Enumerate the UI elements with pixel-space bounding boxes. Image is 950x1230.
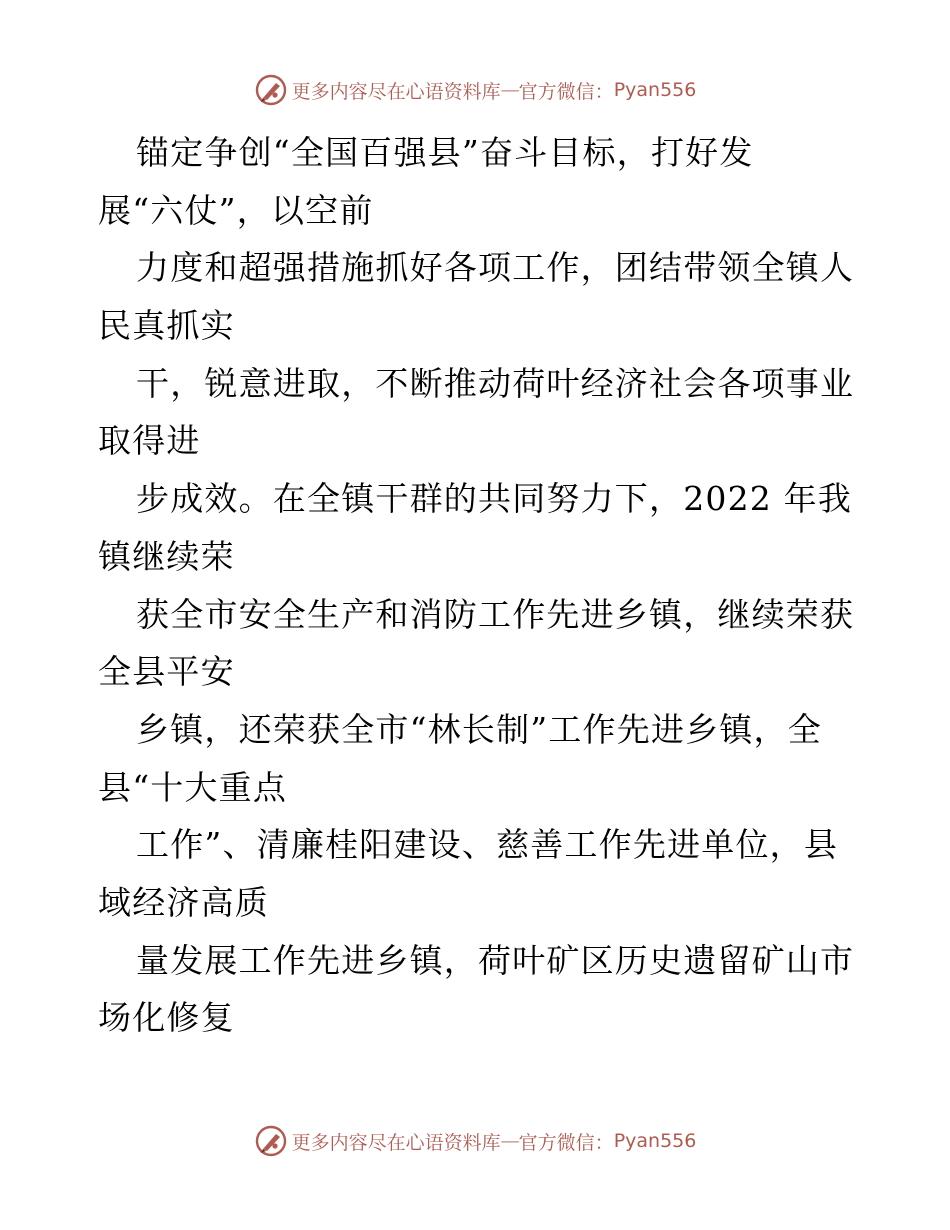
watermark-handle: Pyan556 bbox=[613, 1130, 697, 1152]
watermark-main-text: 更多内容尽在心语资料库 bbox=[291, 80, 501, 103]
pen-logo-icon bbox=[254, 73, 288, 107]
paragraph-line: 取得进 bbox=[98, 421, 201, 461]
watermark-separator: — bbox=[500, 79, 519, 101]
paragraph-line: 获全市安全生产和消防工作先进乡镇，继续荣获 bbox=[136, 594, 855, 634]
watermark-label: 官方微信： bbox=[518, 80, 614, 103]
watermark-label: 官方微信： bbox=[518, 1131, 614, 1154]
paragraph-line: 干，锐意进取，不断推动荷叶经济社会各项事业 bbox=[136, 363, 855, 403]
paragraph-line: 全县平安 bbox=[98, 652, 235, 692]
watermark-separator: — bbox=[500, 1130, 519, 1152]
paragraph-line: 域经济高质 bbox=[98, 882, 269, 922]
paragraph-line: 展“六仗”，以空前 bbox=[98, 190, 374, 230]
paragraph-line: 县“十大重点 bbox=[98, 767, 288, 807]
watermark-main-text: 更多内容尽在心语资料库 bbox=[291, 1131, 501, 1154]
paragraph-line: 力度和超强措施抓好各项工作，团结带领全镇人 bbox=[136, 248, 855, 288]
document-body bbox=[98, 124, 858, 1047]
watermark-handle: Pyan556 bbox=[613, 79, 697, 101]
paragraph-line: 镇继续荣 bbox=[98, 536, 235, 576]
footer-watermark bbox=[0, 1124, 950, 1158]
pen-logo-icon bbox=[254, 1124, 288, 1158]
header-watermark bbox=[0, 73, 950, 107]
paragraph-line: 乡镇，还荣获全市“林长制”工作先进乡镇，全 bbox=[136, 709, 822, 749]
paragraph-line: 步成效。在全镇干群的共同努力下，2022 年我 bbox=[136, 479, 853, 519]
paragraph-line: 工作”、清廉桂阳建设、慈善工作先进单位，县 bbox=[136, 825, 839, 865]
paragraph-line: 量发展工作先进乡镇，荷叶矿区历史遗留矿山市 bbox=[136, 940, 855, 980]
paragraph-line: 场化修复 bbox=[98, 998, 235, 1038]
paragraph-line: 锚定争创“全国百强县”奋斗目标，打好发 bbox=[136, 133, 754, 172]
paragraph-line: 民真抓实 bbox=[98, 306, 235, 346]
